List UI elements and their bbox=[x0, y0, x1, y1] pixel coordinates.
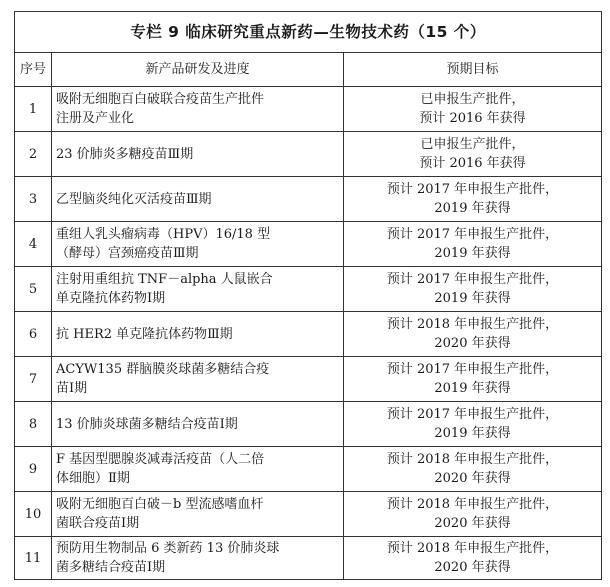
table-row bbox=[15, 447, 602, 492]
table-row bbox=[15, 87, 602, 132]
row-number: 1 bbox=[15, 87, 52, 132]
goal-line: 预计 2017 年申报生产批件， bbox=[386, 407, 559, 422]
product-line: 吸附无细胞百白破－b 型流感嗜血杆 bbox=[56, 497, 264, 512]
header-goal: 预期目标 bbox=[344, 53, 602, 87]
product-line: 乙型脑炎纯化灭活疫苗Ⅲ期 bbox=[56, 191, 212, 207]
goal-line: 2020 年获得 bbox=[434, 336, 511, 351]
goal-line: 预计 2018 年申报生产批件， bbox=[386, 541, 559, 556]
row-number: 10 bbox=[15, 492, 52, 537]
goal-line: 预计 2017 年申报生产批件， bbox=[386, 272, 559, 287]
goal-cell bbox=[344, 177, 602, 222]
row-number: 11 bbox=[15, 537, 52, 580]
table-row bbox=[15, 267, 602, 312]
product-line: 注射用重组抗 TNF－alpha 人鼠嵌合 bbox=[56, 272, 273, 287]
header-product: 新产品研发及进度 bbox=[52, 53, 344, 87]
product-cell bbox=[52, 537, 344, 580]
product-line: 预防用生物制品 6 类新药 13 价肺炎球 bbox=[56, 541, 280, 556]
product-line: （酵母）宫颈癌疫苗Ⅲ期 bbox=[56, 246, 199, 261]
product-cell bbox=[52, 402, 344, 447]
goal-line: 预计 2018 年申报生产批件， bbox=[386, 317, 559, 332]
table-row bbox=[15, 357, 602, 402]
product-line: 23 价肺炎多糖疫苗Ⅲ期 bbox=[56, 146, 194, 162]
product-cell bbox=[52, 177, 344, 222]
goal-line: 2020 年获得 bbox=[434, 560, 511, 575]
product-cell bbox=[52, 492, 344, 537]
goal-line: 预计 2017 年申报生产批件， bbox=[386, 227, 559, 242]
product-line: 注册及产业化 bbox=[56, 111, 135, 126]
goal-line: 2019 年获得 bbox=[434, 201, 511, 216]
table-row bbox=[15, 177, 602, 222]
goal-line: 已申报生产批件， bbox=[420, 92, 525, 107]
product-line: 重组人乳头瘤病毒（HPV）16/18 型 bbox=[56, 227, 271, 242]
goal-line: 2019 年获得 bbox=[434, 246, 511, 261]
row-number: 9 bbox=[15, 447, 52, 492]
goal-line: 2020 年获得 bbox=[434, 516, 511, 531]
table-row bbox=[15, 132, 602, 177]
row-number: 3 bbox=[15, 177, 52, 222]
row-number: 7 bbox=[15, 357, 52, 402]
goal-cell bbox=[344, 447, 602, 492]
goal-cell bbox=[344, 312, 602, 357]
goal-line: 2019 年获得 bbox=[434, 381, 511, 396]
goal-cell bbox=[344, 132, 602, 177]
product-line: 苗Ⅰ期 bbox=[56, 381, 88, 396]
product-line: 13 价肺炎球菌多糖结合疫苗Ⅰ期 bbox=[56, 416, 238, 432]
table-row bbox=[15, 402, 602, 447]
goal-line: 预计 2017 年申报生产批件， bbox=[386, 362, 559, 377]
product-line: 菌多糖结合疫苗Ⅰ期 bbox=[56, 560, 166, 575]
drug-table bbox=[14, 11, 602, 580]
goal-cell bbox=[344, 492, 602, 537]
table-row bbox=[15, 312, 602, 357]
header-row bbox=[15, 53, 602, 87]
product-cell bbox=[52, 87, 344, 132]
table-row bbox=[15, 222, 602, 267]
document-table-wrapper bbox=[14, 11, 601, 580]
product-cell bbox=[52, 267, 344, 312]
goal-cell bbox=[344, 267, 602, 312]
product-line: 菌联合疫苗Ⅰ期 bbox=[56, 516, 140, 531]
row-number: 4 bbox=[15, 222, 52, 267]
product-cell bbox=[52, 312, 344, 357]
goal-line: 预计 2017 年申报生产批件， bbox=[386, 182, 559, 197]
product-line: 抗 HER2 单克隆抗体药物Ⅲ期 bbox=[56, 326, 233, 342]
row-number: 8 bbox=[15, 402, 52, 447]
goal-line: 2020 年获得 bbox=[434, 471, 511, 486]
row-number: 2 bbox=[15, 132, 52, 177]
goal-line: 2019 年获得 bbox=[434, 426, 511, 441]
goal-line: 2019 年获得 bbox=[434, 291, 511, 306]
product-line: 吸附无细胞百白破联合疫苗生产批件 bbox=[56, 92, 265, 107]
product-cell bbox=[52, 132, 344, 177]
row-number: 6 bbox=[15, 312, 52, 357]
product-cell bbox=[52, 357, 344, 402]
table-row bbox=[15, 537, 602, 580]
product-cell bbox=[52, 222, 344, 267]
goal-line: 预计 2018 年申报生产批件， bbox=[386, 497, 559, 512]
goal-cell bbox=[344, 87, 602, 132]
goal-cell bbox=[344, 402, 602, 447]
product-line: ACYW135 群脑膜炎球菌多糖结合疫 bbox=[56, 362, 270, 377]
product-cell bbox=[52, 447, 344, 492]
goal-line: 预计 2016 年获得 bbox=[419, 156, 526, 171]
header-num: 序号 bbox=[15, 53, 52, 87]
product-line: F 基因型腮腺炎减毒活疫苗（人二倍 bbox=[56, 452, 265, 467]
goal-line: 预计 2016 年获得 bbox=[419, 111, 526, 126]
table-title: 专栏 9 临床研究重点新药—生物技术药（15 个） bbox=[15, 12, 602, 53]
product-line: 单克隆抗体药物Ⅰ期 bbox=[56, 291, 166, 306]
product-line: 体细胞）Ⅱ期 bbox=[56, 471, 130, 486]
row-number: 5 bbox=[15, 267, 52, 312]
goal-line: 已申报生产批件， bbox=[420, 137, 525, 152]
table-row bbox=[15, 492, 602, 537]
goal-line: 预计 2018 年申报生产批件， bbox=[386, 452, 559, 467]
goal-cell bbox=[344, 537, 602, 580]
goal-cell bbox=[344, 357, 602, 402]
goal-cell bbox=[344, 222, 602, 267]
